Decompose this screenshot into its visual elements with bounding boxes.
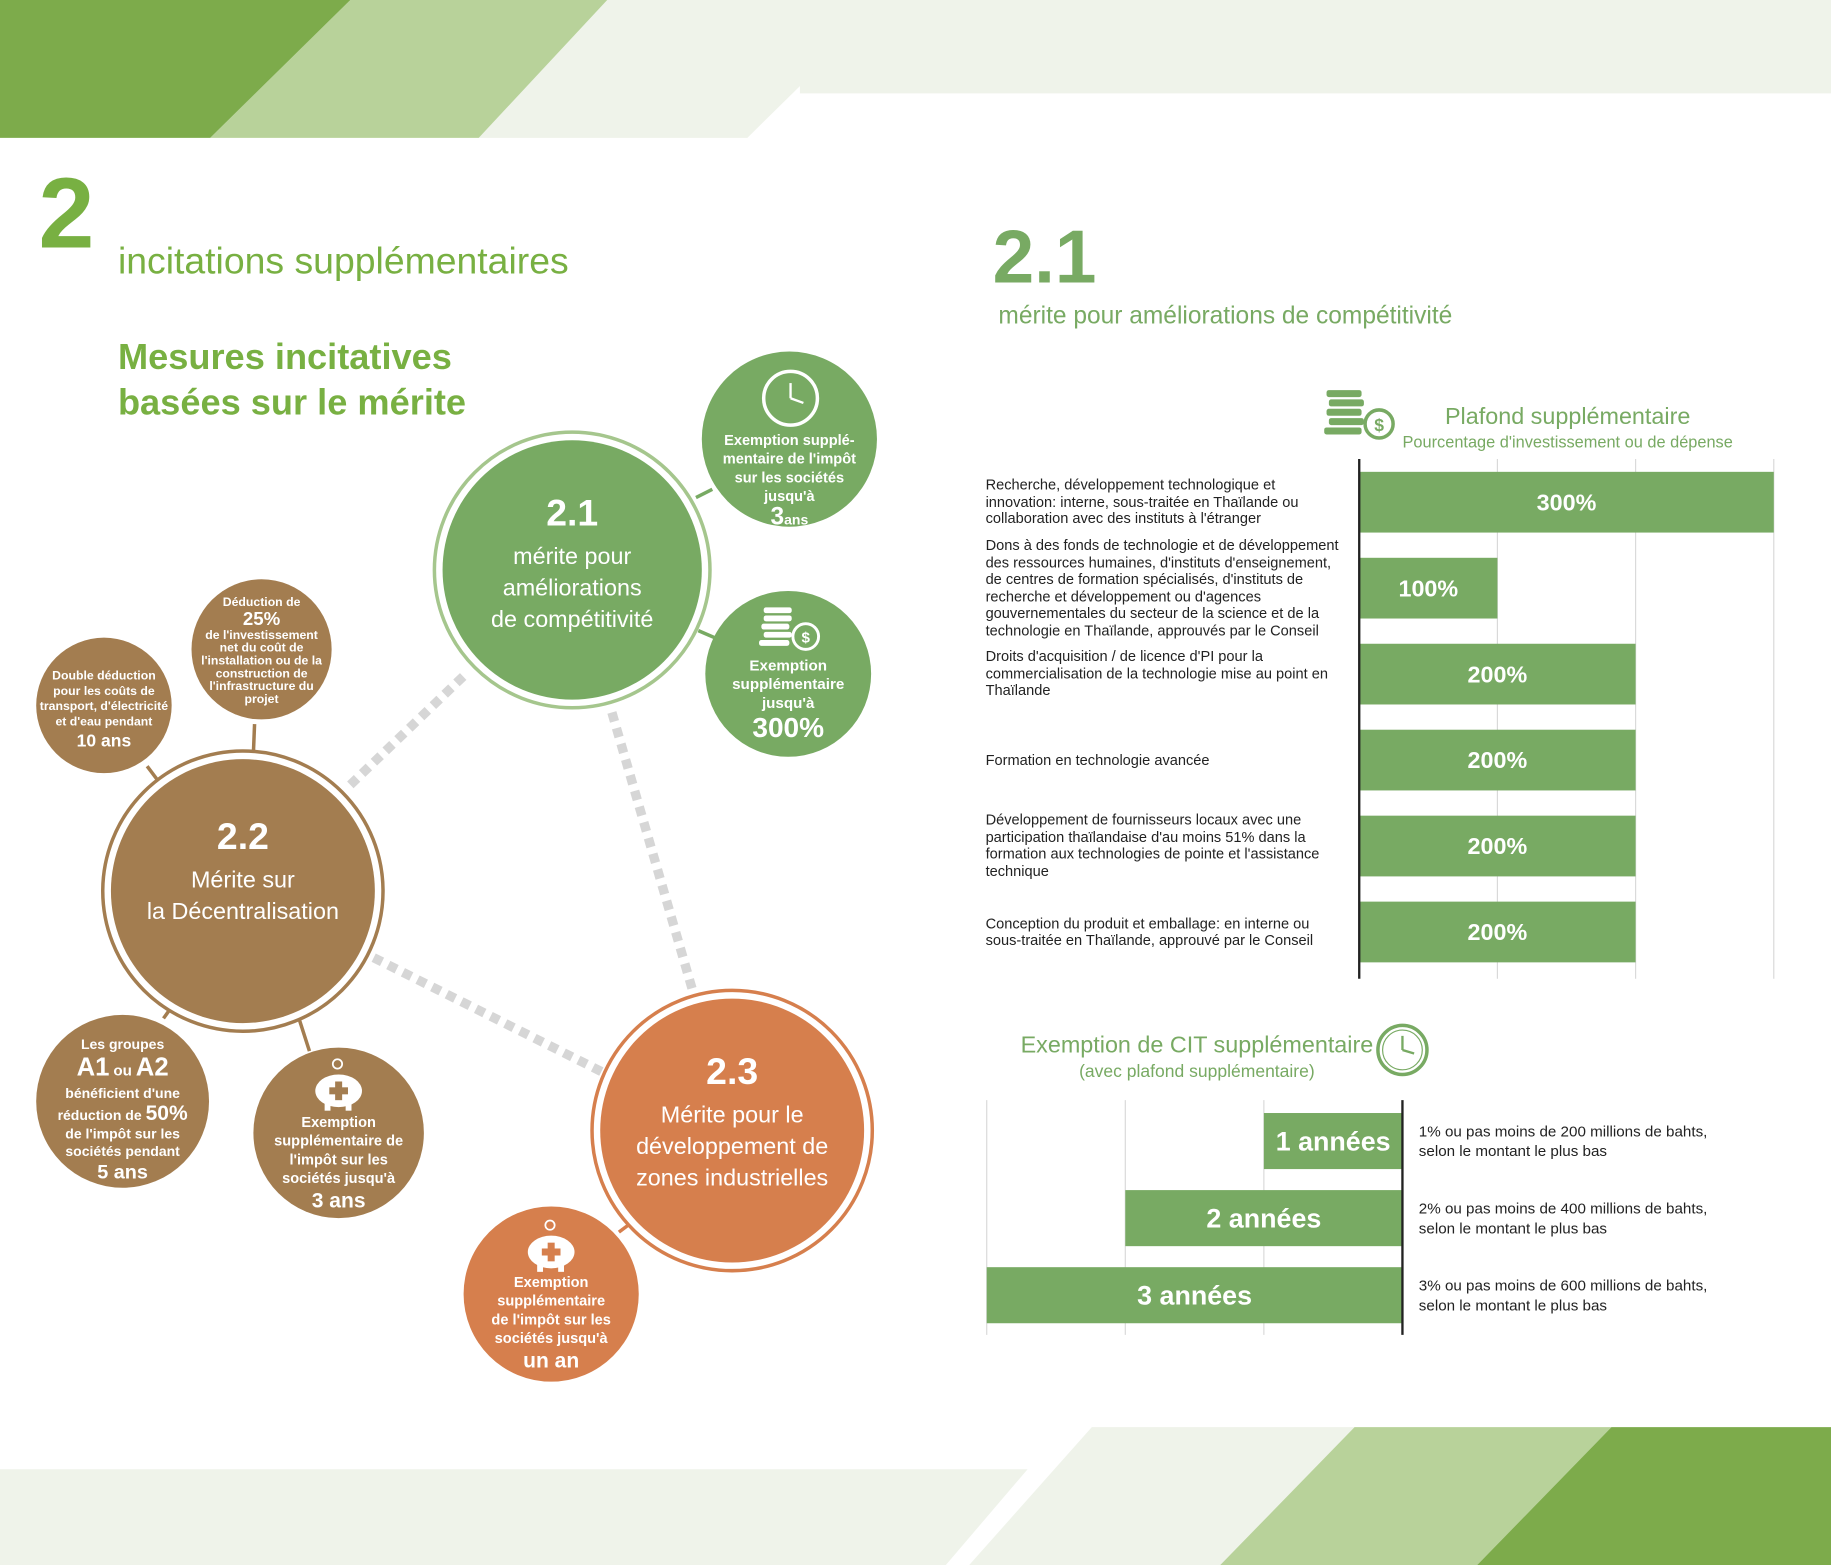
bar-value-label: 300% bbox=[1536, 489, 1597, 516]
circle-2-3-number: 2.3 bbox=[706, 1049, 759, 1092]
tax23-line-4: sociétés jusqu'à bbox=[494, 1330, 608, 1347]
tax-line-4: jusqu'à bbox=[764, 488, 815, 505]
bar-value-label: 200% bbox=[1467, 661, 1528, 688]
bar-value-label: 200% bbox=[1467, 833, 1528, 860]
cap-value: 300% bbox=[752, 712, 825, 744]
deduct-line-7: projet bbox=[244, 692, 279, 707]
category-label: Conception du produit et emballage: en interne ou sous-traitée en Thaïlande, approuvé par le Conseil bbox=[985, 915, 1314, 949]
circle-2-1-line-3: de compétitivité bbox=[491, 607, 654, 634]
page-title: incitations supplémentaires bbox=[117, 239, 569, 282]
double-line-4: et d'eau pendant bbox=[55, 714, 153, 729]
tax23-value: un an bbox=[523, 1348, 580, 1373]
deduct-line-6: l'infrastructure du bbox=[209, 679, 314, 694]
tax22-value: 3 ans bbox=[311, 1188, 366, 1213]
section-number: 2 bbox=[38, 157, 95, 270]
category-label: 3% ou pas moins de 600 millions de bahts, selon le montant le plus bas bbox=[1418, 1276, 1708, 1314]
subsection-number: 2.1 bbox=[992, 214, 1097, 299]
deduct-line-2: de l'investissement bbox=[205, 628, 318, 643]
double-line-3: transport, d'électricité bbox=[39, 699, 169, 714]
circle-2-2-line-2: la Décentralisation bbox=[146, 899, 339, 925]
tax22-line-4: sociétés jusqu'à bbox=[282, 1170, 396, 1187]
circle-2-1-number: 2.1 bbox=[546, 491, 599, 534]
subtitle-line-1: Mesures incitatives bbox=[117, 336, 452, 378]
tax23-line-2: supplémentaire bbox=[497, 1292, 606, 1310]
double-line-2: pour les coûts de bbox=[53, 684, 155, 699]
circle-2-2-number: 2.2 bbox=[216, 815, 269, 858]
groups-line-1: Les groupes bbox=[80, 1035, 165, 1053]
tax22-line-3: l'impôt sur les bbox=[289, 1151, 388, 1168]
double-value: 10 ans bbox=[76, 731, 132, 751]
groups-value: 5 ans bbox=[97, 1160, 148, 1184]
cap-line-3: jusqu'à bbox=[761, 693, 815, 712]
tax-line-2: mentaire de l'impôt bbox=[722, 450, 857, 468]
circle-2-1-line-2: améliorations bbox=[502, 575, 642, 602]
subtitle-line-2: basées sur le mérite bbox=[117, 381, 467, 423]
category-label: Recherche, développement technologique et innovation: interne, sous-traitée en Thaïlande ou collaboration avec des instituts à l'étranger bbox=[985, 476, 1299, 528]
deduct-value: 25% bbox=[242, 609, 281, 630]
circle-2-1-line-1: mérite pour bbox=[513, 544, 632, 570]
chart2-subtitle: (avec plafond supplémentaire) bbox=[1079, 1061, 1315, 1082]
groups-a2: A2 bbox=[135, 1052, 169, 1082]
tax-years-value: 3 bbox=[770, 503, 785, 531]
double-line-1: Double déduction bbox=[52, 669, 156, 684]
category-label: 1% ou pas moins de 200 millions de bahts, selon le montant le plus bas bbox=[1418, 1122, 1708, 1160]
cap-line-1: Exemption bbox=[749, 656, 828, 674]
category-label: Développement de fournisseurs locaux avec une participation thaïlandaise d'au moins 51% dans la formation aux technologies de pointe et l'assistance technique bbox=[985, 812, 1320, 880]
tax-line-3: sur les sociétés bbox=[734, 469, 845, 486]
deduct-line-4: l'installation ou de la bbox=[201, 654, 322, 669]
tax23-line-1: Exemption bbox=[513, 1274, 589, 1291]
deduct-line-1: Déduction de bbox=[222, 595, 301, 610]
groups-percent: 50% bbox=[145, 1101, 188, 1125]
bar-value-label: 100% bbox=[1398, 575, 1459, 602]
groups-a1: A1 bbox=[76, 1052, 110, 1082]
svg-text:$: $ bbox=[801, 629, 810, 647]
groups-or: ou bbox=[113, 1061, 132, 1080]
svg-text:$: $ bbox=[1374, 414, 1384, 435]
category-label: Formation en technologie avancée bbox=[985, 751, 1210, 768]
tax-years-unit: ans bbox=[784, 511, 809, 528]
deduct-line-3: net du coût de bbox=[219, 641, 304, 656]
bar-value-label: 200% bbox=[1467, 919, 1528, 946]
groups-line-4: de l'impôt sur les bbox=[65, 1125, 180, 1143]
deduct-line-5: construction de bbox=[215, 666, 308, 681]
tax-line-1: Exemption supplé- bbox=[724, 432, 855, 449]
groups-line-3: réduction de bbox=[57, 1107, 142, 1124]
category-label: Dons à des fonds de technologie et de développement des ressources humaines, d'instituts d'enseignement, de centres de formation spécialisés, d'instituts de recherche et développement ou d'agences gouvernementales du secteur de la science et de la technologie en Thaïlande, approuvés par le Conseil bbox=[985, 537, 1339, 639]
bar-value-label: 200% bbox=[1467, 747, 1528, 774]
circle-2-2-line-1: Mérite sur bbox=[190, 867, 295, 894]
tax23-line-3: de l'impôt sur les bbox=[491, 1311, 611, 1328]
circle-2-3-line-3: zones industrielles bbox=[636, 1165, 829, 1192]
circle-2-3-line-1: Mérite pour le bbox=[660, 1102, 804, 1129]
circle-2-3-line-2: développement de bbox=[636, 1134, 829, 1160]
bar-value-label: 3 années bbox=[1137, 1280, 1253, 1311]
category-label: 2% ou pas moins de 400 millions de bahts, selon le montant le plus bas bbox=[1418, 1199, 1708, 1237]
tax22-line-2: supplémentaire de bbox=[274, 1132, 404, 1150]
chart2-title: Exemption de CIT supplémentaire bbox=[1020, 1032, 1374, 1059]
category-label: Droits d'acquisition / de licence d'PI pour la commercialisation de la technologie mise au point en Thaïlande bbox=[985, 648, 1328, 699]
cap-line-2: supplémentaire bbox=[732, 675, 845, 693]
chart1-subtitle: Pourcentage d'investissement ou de dépense bbox=[1402, 432, 1733, 451]
subsection-title: mérite pour améliorations de compétitivité bbox=[998, 302, 1453, 330]
bar-value-label: 1 années bbox=[1275, 1126, 1391, 1157]
tax22-line-1: Exemption bbox=[301, 1114, 376, 1131]
chart1-title: Plafond supplémentaire bbox=[1444, 404, 1691, 430]
groups-line-2: bénéficient d'une bbox=[65, 1084, 180, 1102]
groups-line-5: sociétés pendant bbox=[65, 1143, 180, 1160]
bar-value-label: 2 années bbox=[1206, 1203, 1322, 1234]
